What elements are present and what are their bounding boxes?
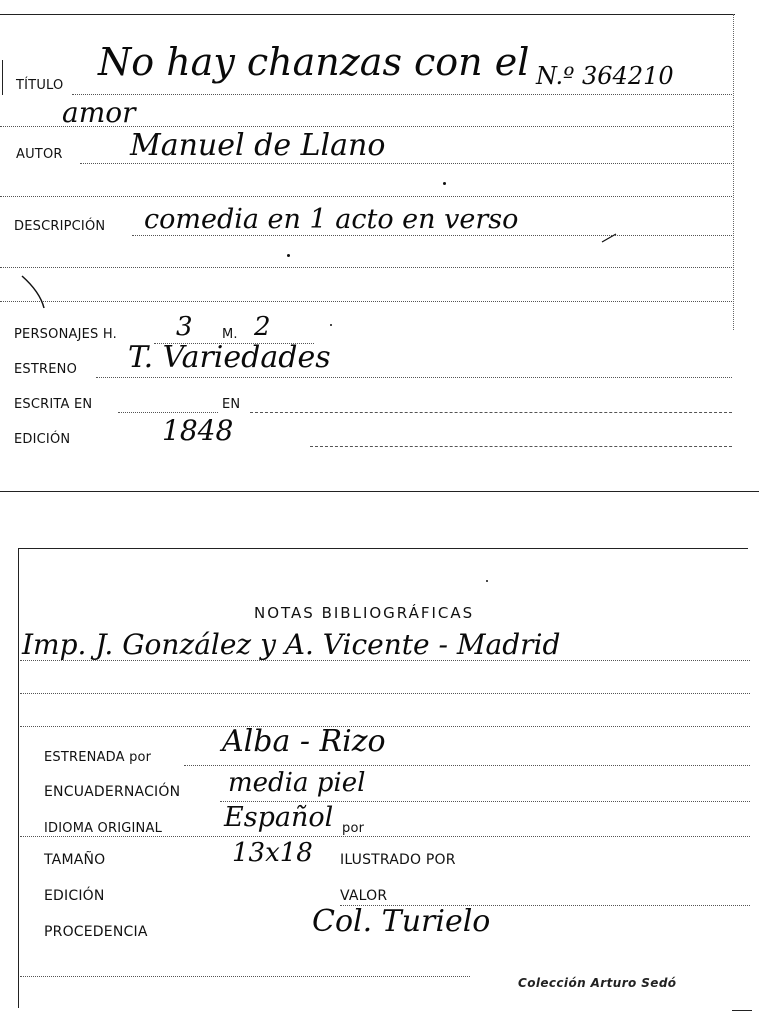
idioma-label: IDIOMA ORIGINAL	[44, 821, 163, 836]
titulo-number: N.º 364210	[536, 62, 674, 90]
escrita-en-line	[118, 412, 218, 413]
titulo-line	[72, 94, 732, 95]
catalog-card-top	[0, 0, 759, 492]
ink-speck	[287, 254, 290, 257]
tamano-value: 13x18	[232, 838, 313, 868]
autor-line-2	[0, 196, 732, 197]
idioma-por-label: por	[342, 821, 365, 836]
ilustrado-label: ILUSTRADO POR	[340, 852, 456, 868]
card-left-border	[18, 548, 19, 1008]
escrita-en-en-label: EN	[222, 397, 241, 412]
edicion-label: EDICIÓN	[44, 888, 105, 904]
autor-label: AUTOR	[16, 147, 63, 162]
ink-speck	[443, 182, 446, 185]
titulo-value-line2: amor	[62, 96, 136, 129]
descripcion-line-3	[0, 301, 732, 302]
estreno-line	[96, 377, 732, 378]
card-top-border	[18, 548, 748, 549]
edicion-label: EDICIÓN	[14, 432, 71, 447]
procedencia-value: Col. Turielo	[312, 904, 491, 939]
ink-speck	[486, 580, 488, 582]
estrenada-line	[184, 765, 750, 766]
personajes-h-value: 3	[176, 312, 193, 342]
pen-tick-mark	[600, 232, 620, 244]
estreno-value: T. Variedades	[128, 340, 331, 375]
notas-heading: NOTAS BIBLIOGRÁFICAS	[254, 604, 475, 622]
encuadernacion-label: ENCUADERNACIÓN	[44, 784, 181, 800]
escrita-en-label: ESCRITA EN	[14, 397, 93, 412]
tamano-label: TAMAÑO	[44, 852, 106, 868]
estrenada-label: ESTRENADA por	[44, 750, 152, 765]
autor-value: Manuel de Llano	[130, 128, 386, 163]
edicion-value: 1848	[162, 414, 234, 447]
estreno-label: ESTRENO	[14, 362, 78, 377]
card-right-border	[733, 14, 734, 330]
procedencia-label: PROCEDENCIA	[44, 924, 148, 940]
escrita-en-line-2	[250, 412, 732, 413]
card-left-edge-mark	[2, 60, 3, 95]
descripcion-line-2	[0, 267, 732, 268]
descripcion-value: comedia en 1 acto en verso	[144, 204, 519, 235]
valor-label: VALOR	[340, 888, 388, 904]
idioma-line	[20, 836, 750, 837]
titulo-label: TÍTULO	[16, 78, 64, 93]
personajes-m-value: 2	[254, 312, 271, 342]
ink-speck	[330, 324, 332, 326]
pen-stroke-mark	[14, 272, 50, 312]
card-bottom-border	[0, 491, 759, 492]
card-top-border	[0, 14, 735, 15]
descripcion-line	[132, 235, 732, 236]
personajes-label: PERSONAJES H.	[14, 327, 117, 342]
catalog-card-bottom	[0, 540, 759, 1028]
collection-stamp: Colección Arturo Sedó	[518, 976, 677, 990]
autor-line	[80, 163, 732, 164]
encuadernacion-value: media piel	[228, 768, 366, 798]
personajes-m-label: M.	[222, 327, 238, 342]
edicion-line	[310, 446, 732, 447]
edge-mark	[732, 1010, 752, 1011]
idioma-value: Español	[224, 802, 334, 833]
descripcion-label: DESCRIPCIÓN	[14, 219, 106, 234]
notes-value: Imp. J. González y A. Vicente - Madrid	[22, 628, 561, 661]
estrenada-value: Alba - Rizo	[222, 724, 386, 759]
titulo-value: No hay chanzas con el	[98, 40, 530, 84]
footer-line	[20, 976, 470, 977]
notes-line-2	[20, 693, 750, 694]
